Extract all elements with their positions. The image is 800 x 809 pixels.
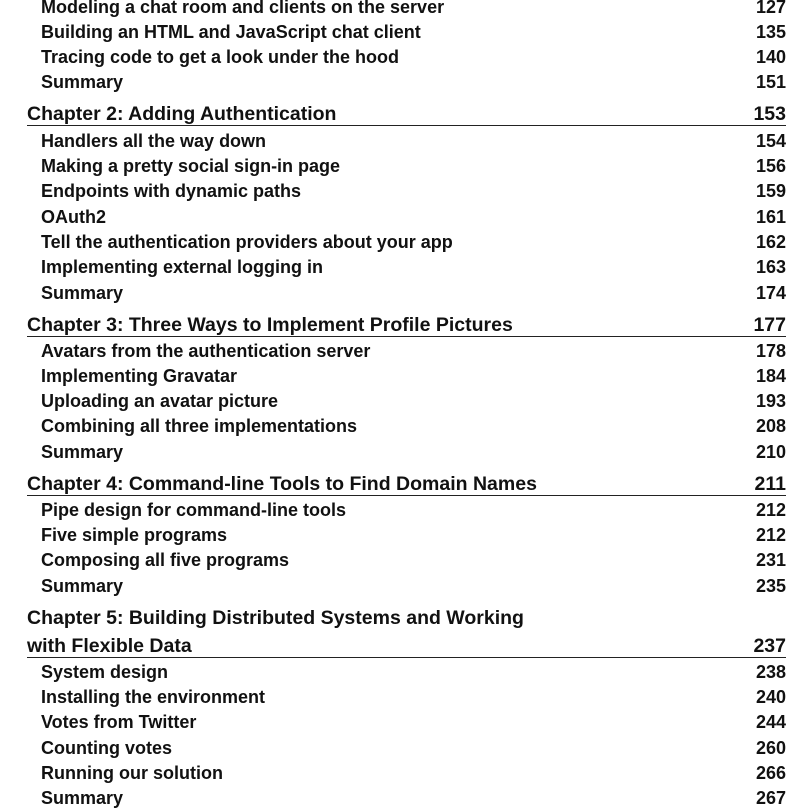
page-number: 184: [755, 366, 786, 386]
section-title: Handlers all the way down: [41, 131, 267, 151]
section-title: OAuth2: [41, 207, 106, 227]
section-title: Making a pretty social sign-in page: [41, 156, 341, 176]
section-title: Building an HTML and JavaScript chat client: [41, 22, 421, 42]
chapter-underline: [27, 336, 786, 337]
page-number: 208: [755, 416, 786, 436]
page-number: 151: [755, 72, 786, 92]
section-title: Composing all five programs: [41, 550, 290, 570]
page-number: 162: [755, 232, 786, 252]
section-title: Implementing external logging in: [41, 257, 324, 277]
section-title: Uploading an avatar picture: [41, 391, 279, 411]
section-title: Combining all three implementations: [41, 416, 358, 436]
page-number: 238: [755, 662, 786, 682]
page-number: 163: [755, 257, 786, 277]
page-number: 210: [755, 442, 786, 462]
page-number: 178: [755, 341, 786, 361]
page-number: 177: [753, 314, 786, 336]
page-number: 212: [755, 525, 786, 545]
page-number: 193: [755, 391, 786, 411]
page-number: 211: [754, 473, 786, 495]
section-title: Counting votes: [41, 738, 172, 758]
section-title: Implementing Gravatar: [41, 366, 238, 386]
section-title: Modeling a chat room and clients on the server: [41, 0, 445, 17]
section-title: System design: [41, 662, 169, 682]
chapter-title: Chapter 4: Command-line Tools to Find Domain Names: [27, 473, 537, 495]
chapter-underline: [27, 125, 786, 126]
section-title: Summary: [41, 788, 124, 808]
page-number: 127: [755, 0, 786, 17]
page-number: 260: [755, 738, 786, 758]
page-number: 237: [753, 635, 786, 657]
page-number: 266: [755, 763, 786, 783]
section-title: Tell the authentication providers about your app: [41, 232, 453, 252]
section-title: Endpoints with dynamic paths: [41, 181, 302, 201]
section-title: Tracing code to get a look under the hood: [41, 47, 400, 67]
section-title: Votes from Twitter: [41, 712, 197, 732]
section-title: Summary: [41, 442, 124, 462]
section-title: Summary: [41, 72, 124, 92]
section-title: Five simple programs: [41, 525, 228, 545]
page-number: 159: [755, 181, 786, 201]
chapter-title: Chapter 2: Adding Authentication: [27, 103, 337, 125]
section-title: Running our solution: [41, 763, 223, 783]
chapter-underline: [27, 495, 786, 496]
page-number: 240: [755, 687, 786, 707]
page-number: 135: [755, 22, 786, 42]
page-number: 231: [755, 550, 786, 570]
page-number: 212: [755, 500, 786, 520]
chapter-title: Chapter 3: Three Ways to Implement Profile Pictures: [27, 314, 513, 336]
page-number: 174: [755, 283, 786, 303]
page-number: 267: [755, 788, 786, 808]
page-number: 154: [755, 131, 786, 151]
page-number: 161: [755, 207, 786, 227]
chapter-underline: [27, 657, 786, 658]
page-number: 140: [755, 47, 786, 67]
page-number: 156: [755, 156, 786, 176]
page-number: 244: [755, 712, 786, 732]
chapter-title-continued: with Flexible Data: [27, 635, 192, 657]
section-title: Summary: [41, 576, 124, 596]
chapter-title: Chapter 5: Building Distributed Systems and Working: [27, 607, 524, 629]
section-title: Installing the environment: [41, 687, 266, 707]
section-title: Avatars from the authentication server: [41, 341, 371, 361]
page-number: 153: [753, 103, 786, 125]
section-title: Pipe design for command-line tools: [41, 500, 347, 520]
page-number: 235: [755, 576, 786, 596]
section-title: Summary: [41, 283, 124, 303]
